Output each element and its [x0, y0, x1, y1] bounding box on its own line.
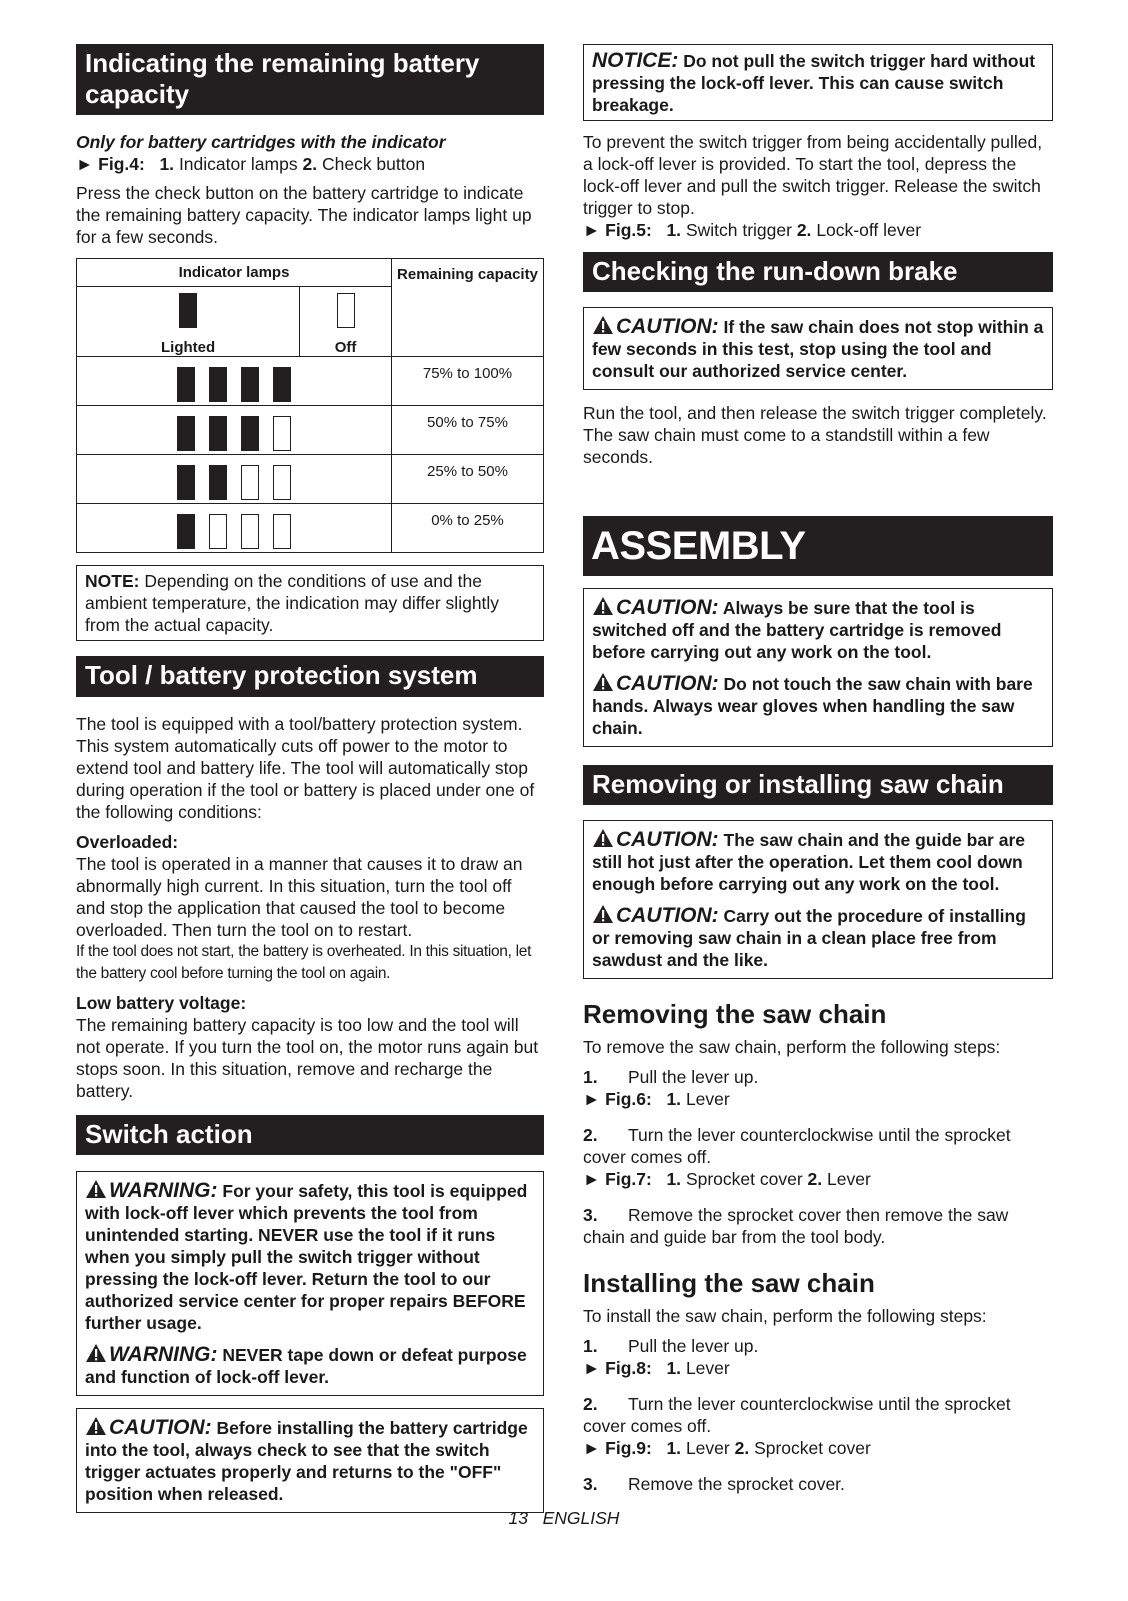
lamp-lit-icon — [177, 514, 195, 549]
lamp-lit-icon — [273, 367, 291, 402]
section-heading-saw-chain: Removing or installing saw chain — [583, 765, 1053, 805]
legend-off: Off — [300, 287, 392, 357]
page-language: ENGLISH — [542, 1508, 620, 1528]
list-item: 1. Pull the lever up. — [583, 1336, 759, 1357]
right-column — [583, 44, 1053, 1495]
section-heading-switch: Switch action — [76, 1115, 544, 1155]
lamp-off-icon — [273, 465, 291, 500]
low-voltage-label: Low battery voltage: — [76, 992, 247, 1013]
caution-box-battery-install: CAUTION: Before installing the battery cartridge into the tool, always check to see that the switch trigger actuates properly and returns to the "OFF" position when released. — [76, 1408, 544, 1513]
lamp-lit-icon — [177, 465, 195, 500]
caution-box-saw-chain: CAUTION: The saw chain and the guide bar are still hot just after the operation. Let them cool down enough before carrying out any work on the tool. CAUTION: Carry out the procedure of installing or removing saw chain in a clean place free from sawdust and the like. — [583, 820, 1053, 979]
warning-triangle-icon — [592, 672, 614, 692]
lamp-lit-icon — [241, 367, 259, 402]
capacity-label: 25% to 50% — [392, 455, 544, 504]
capacity-label: 50% to 75% — [392, 406, 544, 455]
warning-triangle-icon — [85, 1416, 107, 1436]
installing-steps — [583, 1335, 1053, 1495]
warning-triangle-icon — [592, 315, 614, 335]
list-item: 2. Turn the lever counterclockwise until the sprocket cover comes off. — [583, 1394, 1011, 1437]
caution-box-assembly: CAUTION: Always be sure that the tool is switched off and the battery cartridge is removed before carrying out any work on the tool. CAUTION: Do not touch the saw chain with bare hands. Always wear gloves when handling the saw chain. — [583, 588, 1053, 747]
fig4-caption: ► Fig.4: 1. Indicator lamps 2. Check button — [76, 154, 426, 175]
warning-box: WARNING: For your safety, this tool is equipped with lock-off lever which prevents the tool from unintended starting. NEVER use the tool if it runs when you simply pull the switch trigger without pressing the lock-off lever. Return the tool to our authorized service center for proper repairs BEFORE further usage. WARNING: NEVER tape down or defeat purpose and function of lock-off lever. — [76, 1171, 544, 1396]
lamp-off-icon — [273, 416, 291, 451]
warning-triangle-icon — [85, 1343, 107, 1363]
installing-intro: To install the saw chain, perform the following steps: — [583, 1306, 987, 1327]
table-row — [77, 357, 544, 406]
fig9-caption: ► Fig.9: 1. Lever 2. Sprocket cover — [583, 1438, 871, 1459]
brake-body: Run the tool, and then release the switch trigger completely. The saw chain must come to a standstill within a few seconds. — [583, 403, 1047, 468]
table-row — [77, 504, 544, 553]
col-indicator-header: Indicator lamps — [77, 259, 392, 287]
indicator-table — [76, 258, 544, 553]
battery-body: Press the check button on the battery cartridge to indicate the remaining battery capacity. The indicator lamps light up for a few seconds. — [76, 183, 532, 248]
list-item: 3. Remove the sprocket cover. — [583, 1474, 845, 1495]
capacity-label: 75% to 100% — [392, 357, 544, 406]
lamp-lit-icon — [209, 367, 227, 402]
lamp-lit-icon — [241, 416, 259, 451]
col-remaining-header: Remaining capacity — [392, 259, 544, 357]
lamp-lit-icon — [177, 416, 195, 451]
section-heading-battery: Indicating the remaining battery capacity — [76, 44, 544, 115]
section-heading-assembly: ASSEMBLY — [583, 516, 1053, 576]
note-box: NOTE: Depending on the conditions of use and the ambient temperature, the indication may differ slightly from the actual capacity. — [76, 565, 544, 641]
capacity-label: 0% to 25% — [392, 504, 544, 553]
section-heading-protection: Tool / battery protection system — [76, 656, 544, 696]
protection-body: The tool is equipped with a tool/battery protection system. This system automatically cuts off power to the motor to extend tool and battery life. The tool will automatically stop during operation if the tool or battery is placed under one of the following conditions: — [76, 713, 535, 822]
lamp-off-icon — [337, 293, 355, 328]
lamp-off-icon — [273, 514, 291, 549]
table-row — [77, 406, 544, 455]
overloaded-small-text: If the tool does not start, the battery is overheated. In this situation, let the battery cool before turning the tool on again. — [76, 942, 532, 982]
warning-triangle-icon — [592, 596, 614, 616]
lamp-set — [77, 459, 391, 500]
list-item: 2. Turn the lever counterclockwise until the sprocket cover comes off. — [583, 1125, 1011, 1168]
lamp-set — [77, 508, 391, 549]
removing-steps — [583, 1066, 1053, 1248]
subheading-removing: Removing the saw chain — [583, 999, 887, 1030]
legend-lighted: Lighted — [77, 287, 300, 357]
lamp-lit-icon — [177, 367, 195, 402]
lamp-set — [77, 410, 391, 451]
overloaded-label: Overloaded: — [76, 831, 179, 852]
lamp-off-icon — [241, 465, 259, 500]
overloaded-text: The tool is operated in a manner that causes it to draw an abnormally high current. In this situation, turn the tool off and stop the application that caused the tool to become overloaded. Then turn the tool on to restart. — [76, 853, 523, 940]
indicator-only-note: Only for battery cartridges with the indicator — [76, 132, 446, 153]
lamp-lit-icon — [209, 465, 227, 500]
table-row — [77, 455, 544, 504]
fig7-caption: ► Fig.7: 1. Sprocket cover 2. Lever — [583, 1169, 871, 1190]
subheading-installing: Installing the saw chain — [583, 1268, 875, 1299]
lamp-off-icon — [209, 514, 227, 549]
warning-triangle-icon — [85, 1179, 107, 1199]
lamp-off-icon — [241, 514, 259, 549]
lamp-lighted-icon — [179, 293, 197, 328]
low-voltage-text: The remaining battery capacity is too low and the tool will not operate. If you turn the tool on, the motor runs again but stops soon. In this situation, remove and recharge the battery. — [76, 1014, 539, 1101]
notice-box: NOTICE: Do not pull the switch trigger hard without pressing the lock-off lever. This can cause switch breakage. — [583, 44, 1053, 121]
left-column — [76, 44, 544, 1513]
lockoff-body: To prevent the switch trigger from being accidentally pulled, a lock-off lever is provided. To start the tool, depress the lock-off lever and pull the switch trigger. Release the switch trigger to stop. — [583, 132, 1043, 218]
page-number: 13 — [508, 1508, 529, 1528]
lamp-set — [77, 361, 391, 402]
lamp-lit-icon — [209, 416, 227, 451]
removing-intro: To remove the saw chain, perform the following steps: — [583, 1037, 1001, 1058]
caution-box-brake: CAUTION: If the saw chain does not stop within a few seconds in this test, stop using the tool and consult our authorized service center. — [583, 307, 1053, 390]
list-item: 1. Pull the lever up. — [583, 1067, 759, 1088]
fig5-caption: ► Fig.5: 1. Switch trigger 2. Lock-off lever — [583, 220, 922, 240]
section-heading-brake: Checking the run-down brake — [583, 252, 1053, 292]
page-footer — [0, 1508, 1128, 1529]
fig6-caption: ► Fig.6: 1. Lever — [583, 1089, 730, 1110]
list-item: 3. Remove the sprocket cover then remove the saw chain and guide bar from the tool body. — [583, 1205, 1009, 1248]
fig8-caption: ► Fig.8: 1. Lever — [583, 1358, 730, 1379]
warning-triangle-icon — [592, 828, 614, 848]
warning-triangle-icon — [592, 904, 614, 924]
